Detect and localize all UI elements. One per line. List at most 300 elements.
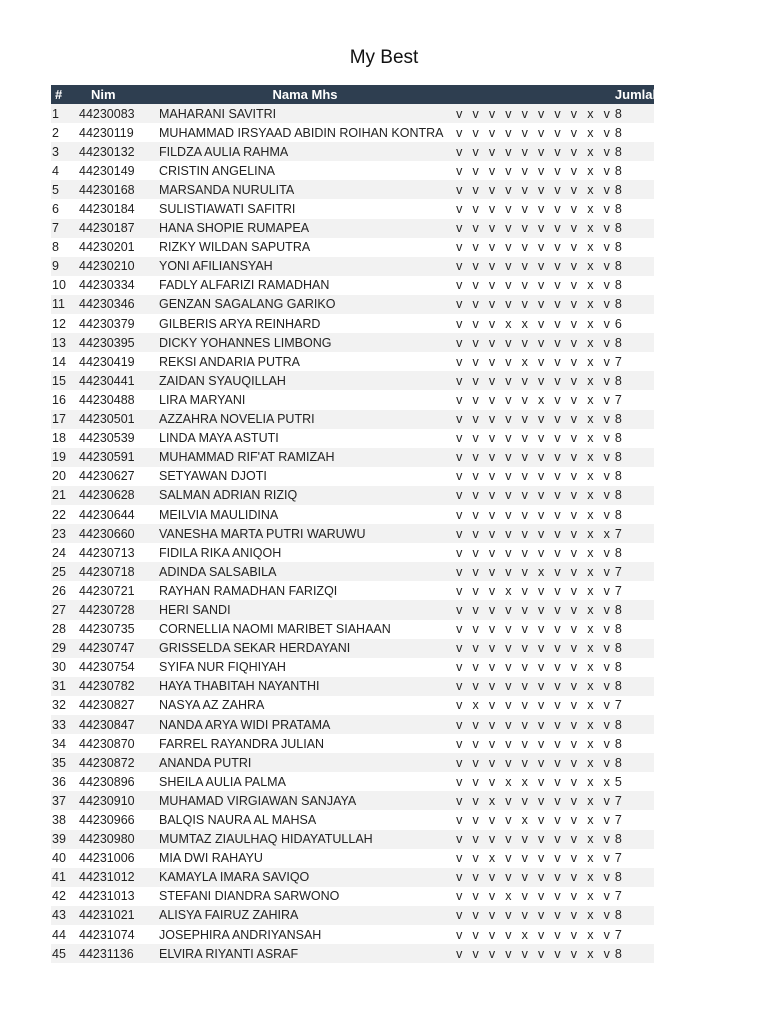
row-mark: v: [517, 219, 533, 238]
row-nama: SYIFA NUR FIQHIYAH: [159, 658, 451, 677]
row-jumlah: 8: [615, 180, 654, 199]
row-mark: v: [599, 161, 615, 180]
row-jumlah: 8: [615, 467, 654, 486]
row-mark: v: [517, 410, 533, 429]
row-mark: v: [566, 219, 582, 238]
row-mark: v: [599, 753, 615, 772]
row-mark: v: [566, 238, 582, 257]
row-mark: v: [533, 543, 549, 562]
row-nim: 44230896: [79, 772, 159, 791]
row-mark: v: [549, 830, 565, 849]
row-mark: v: [533, 448, 549, 467]
row-number: 45: [51, 944, 79, 963]
row-mark: v: [451, 925, 467, 944]
row-nim: 44230980: [79, 830, 159, 849]
row-mark: v: [484, 142, 500, 161]
table-row: [51, 486, 654, 505]
row-mark: v: [451, 486, 467, 505]
row-mark: v: [500, 524, 516, 543]
row-nama: FADLY ALFARIZI RAMADHAN: [159, 276, 451, 295]
row-mark: x: [599, 524, 615, 543]
table-row: [51, 104, 654, 123]
row-nama: MARSANDA NURULITA: [159, 180, 451, 199]
row-mark: v: [599, 180, 615, 199]
row-mark: v: [599, 734, 615, 753]
row-number: 10: [51, 276, 79, 295]
row-mark: v: [467, 849, 483, 868]
header-mark-col: [467, 85, 483, 104]
row-nim: 44230728: [79, 600, 159, 619]
row-mark: v: [467, 410, 483, 429]
row-mark: v: [599, 371, 615, 390]
row-mark: v: [451, 238, 467, 257]
row-mark: v: [517, 238, 533, 257]
row-mark: x: [582, 276, 598, 295]
row-number: 35: [51, 753, 79, 772]
row-nama: VANESHA MARTA PUTRI WARUWU: [159, 524, 451, 543]
row-jumlah: 8: [615, 486, 654, 505]
row-nim: 44230441: [79, 371, 159, 390]
row-mark: v: [484, 734, 500, 753]
row-mark: v: [467, 620, 483, 639]
row-mark: v: [467, 543, 483, 562]
row-mark: x: [517, 810, 533, 829]
row-mark: v: [566, 944, 582, 963]
row-jumlah: 8: [615, 257, 654, 276]
row-mark: v: [533, 371, 549, 390]
header-no: #: [51, 85, 79, 104]
row-nim: 44230870: [79, 734, 159, 753]
row-mark: v: [533, 142, 549, 161]
row-mark: v: [599, 868, 615, 887]
row-number: 12: [51, 314, 79, 333]
row-mark: x: [582, 219, 598, 238]
row-mark: x: [582, 238, 598, 257]
row-nim: 44230847: [79, 715, 159, 734]
row-mark: v: [484, 810, 500, 829]
row-mark: x: [582, 791, 598, 810]
row-mark: v: [549, 410, 565, 429]
row-nama: JOSEPHIRA ANDRIYANSAH: [159, 925, 451, 944]
row-mark: x: [582, 543, 598, 562]
header-mark-col: [484, 85, 500, 104]
row-mark: v: [517, 868, 533, 887]
row-mark: x: [582, 658, 598, 677]
table-row: [51, 677, 654, 696]
row-nim: 44230334: [79, 276, 159, 295]
row-mark: x: [582, 429, 598, 448]
row-mark: v: [484, 180, 500, 199]
row-mark: v: [451, 543, 467, 562]
row-number: 19: [51, 448, 79, 467]
header-jumlah: Jumlah: [614, 87, 661, 102]
row-mark: v: [566, 524, 582, 543]
row-mark: v: [500, 600, 516, 619]
header-nama: Nama Mhs: [159, 85, 451, 104]
row-mark: v: [566, 620, 582, 639]
header-mark-col: [500, 85, 516, 104]
row-mark: v: [467, 371, 483, 390]
row-mark: v: [549, 257, 565, 276]
row-mark: v: [549, 772, 565, 791]
row-number: 3: [51, 142, 79, 161]
row-nim: 44230660: [79, 524, 159, 543]
row-jumlah: 8: [615, 104, 654, 123]
row-mark: x: [582, 677, 598, 696]
row-number: 36: [51, 772, 79, 791]
row-mark: v: [467, 295, 483, 314]
row-mark: x: [582, 410, 598, 429]
row-mark: v: [451, 658, 467, 677]
row-mark: v: [500, 238, 516, 257]
row-mark: v: [484, 104, 500, 123]
row-mark: x: [500, 772, 516, 791]
row-mark: v: [500, 295, 516, 314]
row-jumlah: 8: [615, 123, 654, 142]
row-mark: v: [599, 199, 615, 218]
row-mark: v: [484, 696, 500, 715]
row-jumlah: 8: [615, 161, 654, 180]
row-mark: v: [500, 505, 516, 524]
row-mark: v: [549, 658, 565, 677]
row-mark: x: [582, 639, 598, 658]
row-mark: v: [484, 486, 500, 505]
row-mark: v: [451, 562, 467, 581]
row-jumlah: 7: [615, 849, 654, 868]
row-mark: v: [599, 944, 615, 963]
row-nim: 44230910: [79, 791, 159, 810]
row-mark: v: [549, 600, 565, 619]
row-mark: v: [549, 753, 565, 772]
row-jumlah: 8: [615, 448, 654, 467]
row-mark: x: [582, 753, 598, 772]
row-nama: HANA SHOPIE RUMAPEA: [159, 219, 451, 238]
row-mark: v: [566, 257, 582, 276]
row-mark: x: [500, 887, 516, 906]
row-nim: 44230735: [79, 620, 159, 639]
row-mark: v: [517, 104, 533, 123]
row-mark: v: [500, 944, 516, 963]
row-jumlah: 7: [615, 696, 654, 715]
row-mark: v: [566, 715, 582, 734]
row-mark: v: [566, 295, 582, 314]
row-mark: v: [451, 429, 467, 448]
table-row: [51, 180, 654, 199]
row-mark: v: [467, 562, 483, 581]
row-mark: v: [484, 505, 500, 524]
row-nama: KAMAYLA IMARA SAVIQO: [159, 868, 451, 887]
table-row: [51, 161, 654, 180]
table-row: [51, 906, 654, 925]
row-mark: v: [451, 180, 467, 199]
row-mark: v: [484, 600, 500, 619]
row-mark: v: [549, 371, 565, 390]
row-nama: NASYA AZ ZAHRA: [159, 696, 451, 715]
row-number: 33: [51, 715, 79, 734]
row-nama: MEILVIA MAULIDINA: [159, 505, 451, 524]
row-mark: v: [566, 849, 582, 868]
table-row: [51, 276, 654, 295]
row-mark: v: [533, 429, 549, 448]
row-mark: v: [566, 600, 582, 619]
row-mark: v: [451, 410, 467, 429]
row-mark: v: [533, 887, 549, 906]
row-number: 23: [51, 524, 79, 543]
row-mark: v: [566, 161, 582, 180]
table-row: [51, 219, 654, 238]
table-row: [51, 333, 654, 352]
row-jumlah: 8: [615, 639, 654, 658]
row-mark: v: [599, 276, 615, 295]
row-mark: v: [517, 180, 533, 199]
row-mark: v: [500, 543, 516, 562]
row-nama: NANDA ARYA WIDI PRATAMA: [159, 715, 451, 734]
row-mark: v: [599, 810, 615, 829]
row-mark: v: [467, 581, 483, 600]
row-mark: v: [533, 944, 549, 963]
row-nama: GRISSELDA SEKAR HERDAYANI: [159, 639, 451, 658]
row-mark: v: [467, 753, 483, 772]
row-nim: 44230501: [79, 410, 159, 429]
row-mark: v: [451, 161, 467, 180]
row-jumlah: 7: [615, 810, 654, 829]
row-mark: x: [582, 810, 598, 829]
row-mark: v: [451, 600, 467, 619]
row-mark: x: [582, 524, 598, 543]
table-row: [51, 581, 654, 600]
row-mark: v: [549, 333, 565, 352]
row-mark: v: [533, 925, 549, 944]
row-mark: v: [566, 696, 582, 715]
row-mark: v: [467, 333, 483, 352]
row-jumlah: 8: [615, 142, 654, 161]
row-nim: 44231136: [79, 944, 159, 963]
row-mark: v: [467, 199, 483, 218]
row-mark: v: [484, 753, 500, 772]
row-jumlah: 8: [615, 295, 654, 314]
row-nim: 44230379: [79, 314, 159, 333]
row-nama: SHEILA AULIA PALMA: [159, 772, 451, 791]
table-row: [51, 199, 654, 218]
row-number: 1: [51, 104, 79, 123]
row-mark: v: [451, 390, 467, 409]
row-mark: v: [599, 696, 615, 715]
row-mark: v: [484, 639, 500, 658]
row-mark: v: [599, 467, 615, 486]
row-mark: v: [451, 944, 467, 963]
row-jumlah: 5: [615, 772, 654, 791]
row-mark: v: [467, 868, 483, 887]
row-mark: v: [484, 581, 500, 600]
row-mark: v: [549, 104, 565, 123]
row-mark: v: [500, 219, 516, 238]
row-number: 41: [51, 868, 79, 887]
row-mark: v: [500, 257, 516, 276]
row-mark: v: [451, 734, 467, 753]
table-row: [51, 715, 654, 734]
table-row: [51, 753, 654, 772]
row-mark: v: [451, 791, 467, 810]
row-nama: AZZAHRA NOVELIA PUTRI: [159, 410, 451, 429]
row-mark: v: [467, 180, 483, 199]
row-number: 7: [51, 219, 79, 238]
row-mark: x: [582, 600, 598, 619]
row-nama: STEFANI DIANDRA SARWONO: [159, 887, 451, 906]
row-mark: v: [467, 639, 483, 658]
row-mark: v: [484, 333, 500, 352]
row-nama: MUMTAZ ZIAULHAQ HIDAYATULLAH: [159, 830, 451, 849]
row-mark: v: [451, 199, 467, 218]
row-mark: x: [582, 734, 598, 753]
row-mark: v: [451, 620, 467, 639]
row-mark: v: [517, 448, 533, 467]
row-jumlah: 8: [615, 505, 654, 524]
row-mark: v: [467, 677, 483, 696]
table-row: [51, 448, 654, 467]
row-mark: v: [500, 410, 516, 429]
row-mark: v: [467, 600, 483, 619]
row-mark: v: [451, 257, 467, 276]
row-mark: v: [566, 467, 582, 486]
row-nama: MIA DWI RAHAYU: [159, 849, 451, 868]
row-mark: v: [533, 658, 549, 677]
row-mark: x: [582, 295, 598, 314]
row-mark: v: [566, 562, 582, 581]
row-mark: v: [451, 142, 467, 161]
row-nama: HAYA THABITAH NAYANTHI: [159, 677, 451, 696]
row-jumlah: 8: [615, 830, 654, 849]
row-mark: x: [582, 868, 598, 887]
row-mark: v: [484, 448, 500, 467]
row-jumlah: 8: [615, 734, 654, 753]
row-mark: v: [484, 524, 500, 543]
row-nama: SALMAN ADRIAN RIZIQ: [159, 486, 451, 505]
row-mark: v: [517, 600, 533, 619]
table-row: [51, 467, 654, 486]
table-row: [51, 944, 654, 963]
row-number: 9: [51, 257, 79, 276]
row-mark: v: [566, 581, 582, 600]
row-number: 6: [51, 199, 79, 218]
row-number: 16: [51, 390, 79, 409]
table-row: [51, 295, 654, 314]
row-mark: v: [451, 123, 467, 142]
row-mark: v: [533, 410, 549, 429]
row-mark: v: [451, 753, 467, 772]
row-number: 31: [51, 677, 79, 696]
row-nama: HERI SANDI: [159, 600, 451, 619]
row-mark: v: [517, 620, 533, 639]
row-mark: v: [517, 199, 533, 218]
row-mark: v: [549, 429, 565, 448]
row-mark: v: [599, 486, 615, 505]
row-mark: v: [599, 505, 615, 524]
row-nim: 44230395: [79, 333, 159, 352]
row-mark: v: [500, 104, 516, 123]
row-number: 5: [51, 180, 79, 199]
row-mark: v: [599, 295, 615, 314]
row-mark: v: [599, 677, 615, 696]
row-mark: v: [517, 581, 533, 600]
row-mark: v: [533, 333, 549, 352]
row-mark: v: [549, 696, 565, 715]
row-mark: v: [484, 390, 500, 409]
row-mark: x: [582, 448, 598, 467]
table-row: [51, 543, 654, 562]
row-mark: v: [451, 219, 467, 238]
row-nim: 44230083: [79, 104, 159, 123]
row-mark: v: [599, 620, 615, 639]
row-mark: v: [533, 161, 549, 180]
row-nim: 44230132: [79, 142, 159, 161]
row-mark: v: [533, 581, 549, 600]
table-row: [51, 658, 654, 677]
row-jumlah: 7: [615, 581, 654, 600]
row-number: 39: [51, 830, 79, 849]
header-mark-col: [533, 85, 549, 104]
row-mark: v: [517, 791, 533, 810]
row-jumlah: 8: [615, 944, 654, 963]
header-nim: Nim: [79, 85, 159, 104]
row-mark: v: [533, 715, 549, 734]
row-mark: v: [500, 180, 516, 199]
table-row: [51, 791, 654, 810]
row-mark: v: [467, 142, 483, 161]
row-mark: v: [451, 696, 467, 715]
row-nim: 44230966: [79, 810, 159, 829]
row-mark: v: [451, 849, 467, 868]
row-mark: v: [484, 887, 500, 906]
row-number: 15: [51, 371, 79, 390]
row-mark: x: [582, 486, 598, 505]
table-row: [51, 639, 654, 658]
row-mark: v: [533, 753, 549, 772]
row-mark: v: [517, 467, 533, 486]
row-nim: 44230119: [79, 123, 159, 142]
row-mark: v: [484, 772, 500, 791]
row-nim: 44230747: [79, 639, 159, 658]
row-mark: v: [451, 505, 467, 524]
row-nama: SULISTIAWATI SAFITRI: [159, 199, 451, 218]
row-mark: x: [582, 161, 598, 180]
row-mark: v: [484, 199, 500, 218]
row-jumlah: 8: [615, 276, 654, 295]
header-mark-col: [582, 85, 598, 104]
row-mark: v: [517, 161, 533, 180]
row-mark: v: [517, 715, 533, 734]
table-row: [51, 314, 654, 333]
row-mark: v: [566, 734, 582, 753]
row-mark: v: [566, 429, 582, 448]
row-mark: v: [533, 123, 549, 142]
table-row: [51, 600, 654, 619]
row-mark: v: [500, 467, 516, 486]
row-mark: v: [533, 600, 549, 619]
table-row: [51, 772, 654, 791]
row-mark: v: [484, 677, 500, 696]
row-mark: v: [500, 371, 516, 390]
row-nama: YONI AFILIANSYAH: [159, 257, 451, 276]
row-mark: v: [500, 658, 516, 677]
row-mark: v: [467, 925, 483, 944]
row-jumlah: 8: [615, 429, 654, 448]
row-mark: x: [582, 887, 598, 906]
row-mark: v: [599, 104, 615, 123]
row-number: 27: [51, 600, 79, 619]
row-mark: x: [500, 314, 516, 333]
row-mark: v: [451, 868, 467, 887]
row-mark: v: [484, 123, 500, 142]
